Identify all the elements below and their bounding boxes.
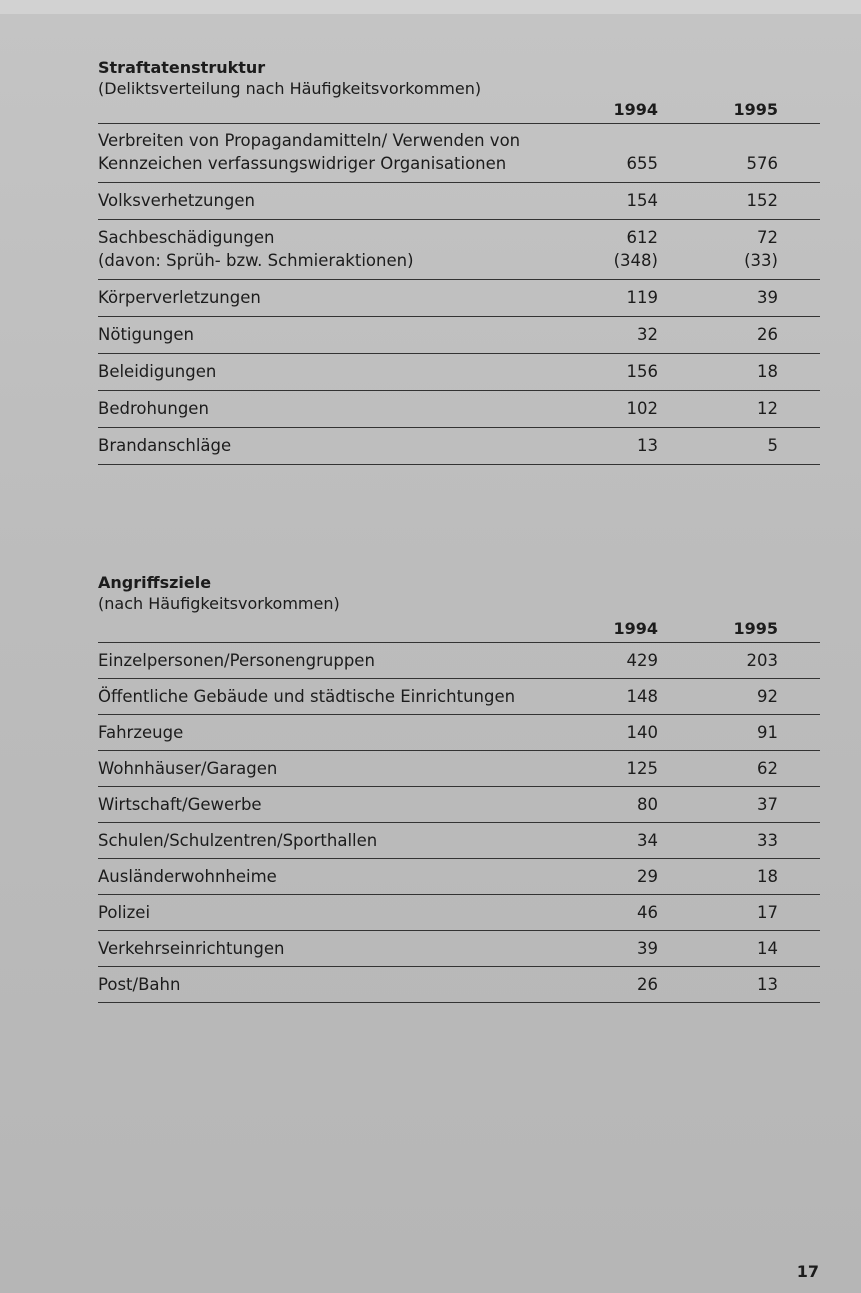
- row-label: Bedrohungen: [98, 399, 209, 418]
- table-row: [98, 751, 820, 787]
- value-1994: 39: [637, 939, 658, 958]
- value-1995: 72: [757, 228, 778, 247]
- row-sublabel: (davon: Sprüh- bzw. Schmieraktionen): [98, 251, 414, 270]
- value-1994: 655: [626, 154, 658, 173]
- table-row: [98, 895, 820, 931]
- value-1994: 119: [626, 288, 658, 307]
- value-1995: 152: [746, 191, 778, 210]
- value-1995: 13: [757, 975, 778, 994]
- attack-targets-section: [98, 572, 820, 1003]
- year-1994-header: 1994: [613, 100, 658, 119]
- value-1994: 80: [637, 795, 658, 814]
- offense-structure-section: [98, 57, 820, 465]
- value-1994: 26: [637, 975, 658, 994]
- page-number: 17: [796, 1262, 819, 1281]
- table-row: [98, 823, 820, 859]
- value-1995: 92: [757, 687, 778, 706]
- year-1995-header: 1995: [733, 619, 778, 638]
- value-1994: 612: [626, 228, 658, 247]
- row-label: Fahrzeuge: [98, 723, 184, 742]
- row-label: Körperverletzungen: [98, 288, 261, 307]
- table-row: [98, 428, 820, 465]
- table-row: [98, 931, 820, 967]
- value-1994: 32: [637, 325, 658, 344]
- row-label: Wohnhäuser/Garagen: [98, 759, 278, 778]
- offense-table-body: [98, 124, 820, 465]
- year-header-row: [98, 99, 820, 124]
- value-1994: 148: [626, 687, 658, 706]
- subvalue-1995: (33): [744, 251, 778, 270]
- row-label: Brandanschläge: [98, 436, 232, 455]
- section-title: Angriffsziele: [98, 573, 212, 592]
- row-label: Verkehrseinrichtungen: [98, 939, 285, 958]
- table-row: [98, 715, 820, 751]
- value-1994: 125: [626, 759, 658, 778]
- section-subtitle: (nach Häufigkeitsvorkommen): [98, 594, 340, 613]
- value-1995: 91: [757, 723, 778, 742]
- row-label: Ausländerwohnheime: [98, 867, 277, 886]
- value-1995: 33: [757, 831, 778, 850]
- row-label: Beleidigungen: [98, 362, 217, 381]
- value-1995: 26: [757, 325, 778, 344]
- row-label: Sachbeschädigungen: [98, 228, 275, 247]
- year-1995-header: 1995: [733, 100, 778, 119]
- row-label: Post/Bahn: [98, 975, 181, 994]
- table-row: [98, 183, 820, 220]
- value-1994: 156: [626, 362, 658, 381]
- value-1995: 5: [767, 436, 778, 455]
- table-row: [98, 124, 820, 183]
- value-1994: 154: [626, 191, 658, 210]
- table-row: [98, 967, 820, 1003]
- row-label: Polizei: [98, 903, 151, 922]
- targets-table-body: [98, 643, 820, 1003]
- table-row: [98, 859, 820, 895]
- value-1995: 203: [746, 651, 778, 670]
- section-subtitle: (Deliktsverteilung nach Häufigkeitsvorkommen): [98, 79, 482, 98]
- table-row: [98, 354, 820, 391]
- table-row: [98, 220, 820, 280]
- value-1994: 140: [626, 723, 658, 742]
- value-1994: 46: [637, 903, 658, 922]
- value-1995: 18: [757, 362, 778, 381]
- value-1994: 34: [637, 831, 658, 850]
- value-1995: 37: [757, 795, 778, 814]
- value-1994: 29: [637, 867, 658, 886]
- row-label: Einzelpersonen/Personengruppen: [98, 651, 375, 670]
- row-label: Schulen/Schulzentren/Sporthallen: [98, 831, 378, 850]
- table-row: [98, 280, 820, 317]
- value-1995: 576: [746, 154, 778, 173]
- value-1995: 14: [757, 939, 778, 958]
- value-1994: 102: [626, 399, 658, 418]
- year-1994-header: 1994: [613, 619, 658, 638]
- row-label: Wirtschaft/Gewerbe: [98, 795, 262, 814]
- value-1994: 13: [637, 436, 658, 455]
- subvalue-1994: (348): [613, 251, 658, 270]
- table-row: [98, 317, 820, 354]
- value-1995: 17: [757, 903, 778, 922]
- value-1995: 62: [757, 759, 778, 778]
- row-label: Öffentliche Gebäude und städtische Einrichtungen: [98, 687, 516, 706]
- value-1995: 18: [757, 867, 778, 886]
- table-row: [98, 787, 820, 823]
- section-title: Straftatenstruktur: [98, 58, 266, 77]
- value-1995: 39: [757, 288, 778, 307]
- value-1994: 429: [626, 651, 658, 670]
- table-row: [98, 679, 820, 715]
- row-label-line2: Kennzeichen verfassungswidriger Organisationen: [98, 154, 507, 173]
- row-label: Volksverhetzungen: [98, 191, 255, 210]
- table-row: [98, 391, 820, 428]
- table-row: [98, 643, 820, 679]
- scan-top-band: [0, 0, 861, 14]
- year-header-row: [98, 614, 820, 643]
- value-1995: 12: [757, 399, 778, 418]
- row-label: Verbreiten von Propagandamitteln/ Verwenden von: [98, 131, 521, 150]
- row-label: Nötigungen: [98, 325, 194, 344]
